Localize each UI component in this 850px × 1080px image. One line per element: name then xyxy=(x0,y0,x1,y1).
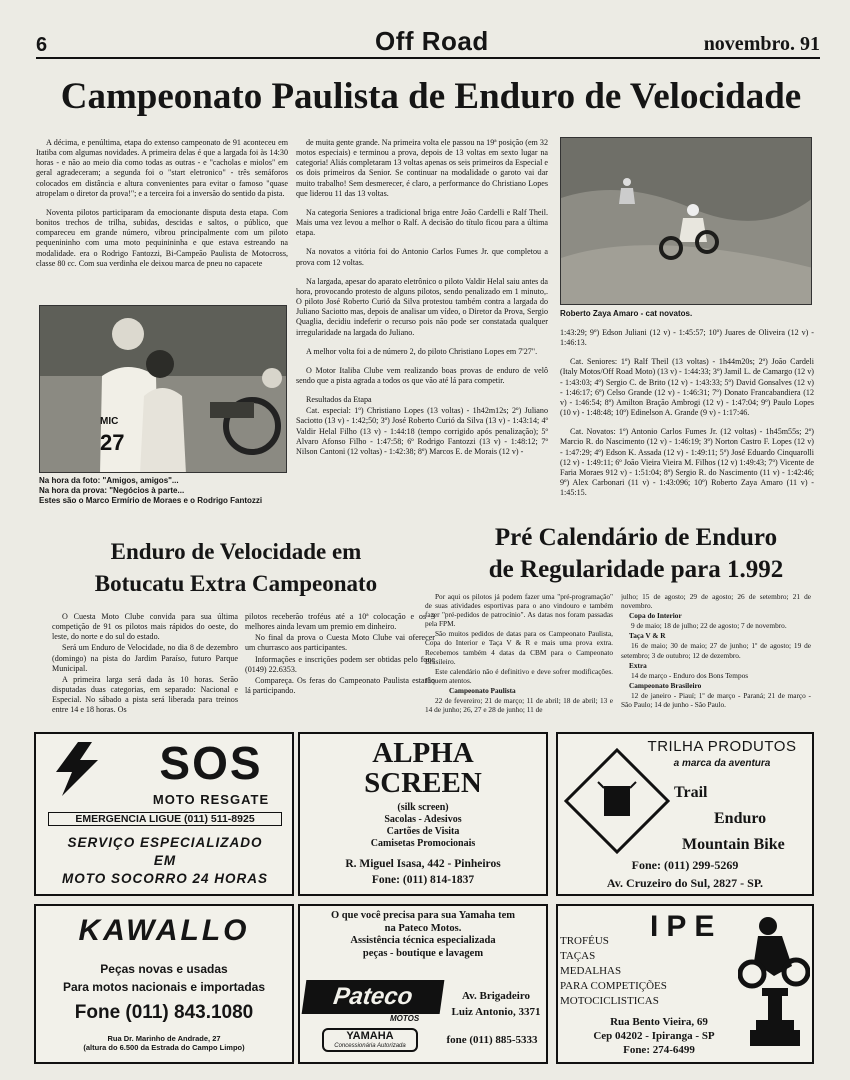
ad-sos xyxy=(34,732,294,896)
ad-pateco xyxy=(298,904,548,1064)
botucatu-column-2 xyxy=(245,612,435,722)
paragraph: A décima, e penúltima, etapa do extenso campeonato de 91 aconteceu em Itatiba com algumas novidades. A primeira delas é que a largada foi às 14:30 horas - e não ao meio dia como todas as outras - e "cacholas e miolos" em geral agradeceram; a segunda foi o "start eletronico" - três semáforos colocados em distância e altura convenientes para evitar o famoso "quase atropelam o diretor da prova!"; e a terceira foi a inversão do sentido da pista. xyxy=(36,138,288,198)
trilha-address: Av. Cruzeiro do Sul, 2827 - SP. xyxy=(606,876,764,890)
page-number: 6 xyxy=(36,34,48,56)
trilha-item-mtb: Mountain Bike xyxy=(682,836,785,853)
sos-services: SERVIÇO ESPECIALIZADO EM MOTO SOCORRO 24 HORAS xyxy=(61,835,269,886)
trilha-tagline: a marca da aventura xyxy=(673,758,771,769)
alpha-phone: Fone: (011) 814-1837 xyxy=(371,874,475,886)
section-dates: 22 de fevereiro; 21 de março; 11 de abril; 18 de abril; 13 e 14 de junho; 26, 27 e 28 de junho; 11 de xyxy=(425,696,613,715)
article-column-1 xyxy=(36,138,288,303)
kawallo-services: Peças novas e usadas Para motos nacionais e importadas xyxy=(62,962,266,994)
ipe-address: Rua Bento Vieira, 69 xyxy=(610,1016,708,1028)
ad-trilha xyxy=(556,732,814,896)
sponsor-text: MIC xyxy=(100,416,119,427)
trophy-rider-icon xyxy=(738,914,810,1052)
yamaha-badge xyxy=(322,1028,418,1052)
motocross-illustration xyxy=(561,138,812,305)
sos-logo: SOS xyxy=(159,737,263,789)
paragraph: O Cuesta Moto Clube convida para sua última competição de 91 os pilotos mais rápidos do oeste, do leste, do norte e do sul do estado. xyxy=(52,612,238,642)
results-especial-cont: 1:43:29; 9º) Edson Juliani (12 v) - 1:45:57; 10º) Juares de Oliveira (12 v) - 1:46:13. xyxy=(560,328,814,348)
kawallo-logo: KAWALLO xyxy=(78,914,250,947)
ad-alpha-screen xyxy=(298,732,548,896)
riders-illustration xyxy=(40,306,287,473)
paragraph: julho; 15 de agosto; 29 de agosto; 26 de setembro; 21 de novembro. xyxy=(621,592,811,611)
results-heading: Resultados da Etapa xyxy=(306,395,372,405)
article-column-3 xyxy=(560,328,814,524)
calendario-column-2: julho; 15 de agosto; 29 de agosto; 26 de setembro; 21 de novembro. Copa do Interior 9 de maio; 18 de julho; 22 de agosto; 7 de novembro. Taça V & R 16 de maio; 30 de maio; 27 de junho; 1º de agosto; 19 de setembro; 3 de outubro; 12 de dezembro. Extra 14 de março - Enduro dos Bons Tempos Campeonato Brasileiro 12 de janeiro - Piauí; 1º de março - Paraná; 21 de março - São Paulo; 14 de junho - São Paulo. xyxy=(621,592,811,710)
sos-subtitle: MOTO RESGATE xyxy=(152,792,270,807)
ipe-cep: Cep 04202 - Ipiranga - SP xyxy=(593,1030,715,1042)
results-novatos: Cat. Novatos: 1º) Antonio Carlos Fumes Jr. (12 voltas) - 1h45m55s; 2º) Marcio R. do Nascimento (12 v) - 1:46:19; 3º) Norton Castro F. Lopes (12 v) - 1:47:29; 4º) Edson K. Assada (12 v) - 1:49:11; 5º) José Eduardo Cinquarolli (12 v) - 1:49:11; 6º João Vieira Vieira M. Filhos (12 v) 1:49:43; 7º) Vicente de Faria Moraes 912 v) - 1:51:04; 8º) Sergio R. do Nascimento (11 v) - 1:42:46; 9º) Alex Carbonari (11 v) - 1:43:096; 10º) Roberto Zaya Amaro (11 v) - 1:45:15. xyxy=(560,427,814,498)
trilha-phone: Fone: (011) 299-5269 xyxy=(631,858,739,872)
paragraph: São muitos pedidos de datas para os Campeonato Paulista, Copa do Interior e Taça V & R e mais uma prova extra. Recebemos também 4 datas da CBM para o Campeonato Brasileiro. xyxy=(425,629,613,666)
paragraph: de muita gente grande. Na primeira volta ele passou na 19ª posição (em 32 motos especiais) e terminou a prova, depois de 13 voltas em sexto lugar na categoria! Aliás completaram 13 voltas apenas os seis primeiros da Especial e os dois primeiros da Senior. Se continuar na modalidade o garoto vai dar muito trabalho! Sem desmerecer, é claro, a performance do Christiano Lopes que liderou 11 das 13 voltas. xyxy=(296,138,548,198)
botucatu-title: Enduro de Velocidade em Botucatu Extra Campeonato xyxy=(94,539,378,596)
paragraph: Informações e inscrições podem ser obtidas pelo fone (0149) 22.6353. xyxy=(245,654,435,674)
paragraph: A melhor volta foi a de número 2, do piloto Christiano Lopes em 7'27". xyxy=(306,346,538,356)
photo-riders xyxy=(39,305,287,473)
lightning-icon xyxy=(54,742,100,796)
pateco-phone: fone (011) 885-5333 xyxy=(446,1034,538,1046)
issue-date: novembro. 91 xyxy=(703,33,820,55)
article-title: Campeonato Paulista de Enduro de Velocidade xyxy=(60,76,802,117)
alpha-logo: ALPHA SCREEN xyxy=(364,737,482,799)
paragraph: O Motor Italiba Clube vem realizando boas provas de enduro de velô sendo que a pista agrada a todos os que vão até lá para competir. xyxy=(296,365,548,385)
paragraph: No final da prova o Cuesta Moto Clube vai oferecer um churrasco aos participantes. xyxy=(245,633,435,653)
sos-emergency: EMERGENCIA LIGUE (011) 511-8925 xyxy=(48,812,282,826)
photo-riders-caption: Na hora da foto: "Amigos, amigos"... Na hora da prova: "Negócios à parte... Estes são o Marco Ermírio de Moraes e o Rodrigo Fantozzi xyxy=(39,476,263,505)
header-rule xyxy=(36,57,820,59)
race-bib: 27 xyxy=(100,430,125,455)
ipe-products: TROFÉUS TAÇAS MEDALHAS PARA COMPETIÇÕES MOTOCICLISTICAS xyxy=(560,935,667,1007)
kawallo-address: Rua Dr. Marinho de Andrade, 27 (altura do 6.500 da Estrada do Campo Limpo) xyxy=(83,1034,245,1052)
section-name: Campeonato Paulista xyxy=(449,685,516,695)
pateco-logo-sub: MOTOS xyxy=(390,1014,420,1023)
paragraph: Por aqui os pilotos já podem fazer uma "pré-programação" de suas atividades esportivas para o ano vindouro e também fazer "pré-pedidos de patrocínio". As datas nos foram passadas pela FPM. xyxy=(425,592,613,629)
calendario-title: Pré Calendário de Enduro de Regularidade para 1.992 xyxy=(488,524,784,583)
paragraph: Será um Enduro de Velocidade, no dia 8 de dezembro (domingo) na pista do Jardim Paraíso, futuro Parque Municipal. xyxy=(52,643,238,673)
ipe-phone: Fone: 274-6499 xyxy=(623,1044,695,1056)
results-seniores: Cat. Seniores: 1º) Ralf Theil (13 voltas) - 1h44m20s; 2º) João Cardeli (Italy Motos/Off Road Moto) (13 v) - 1:44:33; 3º) Jamil L. de Camargo (12 v) - 1:43:03; 4º) Sergio C. de Brito (12 v) - 1:43:33; 5º) David Gonsalves (12 v) - 1:46:17; 6º) Celso Grande (12 v) - 1:46:31; 7º) Donato Francabandiera (12 v) - 1:46:54; 8º) Amilton Bração Ambrogi (12 v) - 1:47:04; 9º) Paulo Lopes (10 v) - 1:48:48; 10º) Edinelson A. Grande (9 v) - 1:17:46. xyxy=(560,357,814,418)
paragraph: A primeira larga será dada às 10 horas. Serão disputadas duas categorias, em separado: Nacional e Especial. No sábado a pista será liberada para treinos entre 14 e 18 horas. Os xyxy=(52,674,238,715)
pateco-logo: Pateco xyxy=(302,980,445,1014)
trilha-diamond-icon xyxy=(564,748,670,854)
article-column-2 xyxy=(296,138,548,518)
paragraph: Na categoria Seniores a tradicional briga entre João Cardelli e Ralf Theil. Mais uma vez levou a melhor o Ralf. A decisão do título ficou para a última etapa. xyxy=(296,207,548,238)
photo-novatos xyxy=(560,137,812,305)
trilha-item-trail: Trail xyxy=(674,784,708,801)
paragraph: Noventa pilotos participaram da emocionante disputa desta etapa. Com bonitos trechos de trilha, subidas, descidas e saltos, o público, que compareceu em grande número, vibrou principalmente com um piloto pequenininho com uma moto pequinininha e que estava estreando na modalidade. era o Rodrigo Fantozzi, Bi-Campeão Paulista de Motocross, classe 80 cc. Com sua verdinha ele deixou marca de pneu no capacete xyxy=(36,207,288,268)
alpha-services: (silk screen) Sacolas - Adesivos Cartões de Visita Camisetas Promocionais xyxy=(370,802,476,849)
photo-novatos-caption: Roberto Zaya Amaro - cat novatos. xyxy=(560,309,693,318)
kawallo-phone: Fone (011) 843.1080 xyxy=(74,1002,254,1023)
trilha-item-enduro: Enduro xyxy=(714,810,767,827)
pateco-address: Av. Brigadeiro Luiz Antonio, 3371 xyxy=(451,990,541,1018)
alpha-address: R. Miguel Isasa, 442 - Pinheiros xyxy=(345,858,501,870)
paragraph: Na largada, apesar do aparato eletrônico o piloto Valdir Helal saiu antes da hora, provocando protesto de alguns pilotos, sendo penalizado em 1 minuto,. O piloto José Roberto Curió da Silva protestou também contra a largada do Juliano Saciotto mas, depois de analisar um vídeo, o Diretor da Prova, Sergio Quaglia, decidiu indeferir o recurso pois não pode ser constatada qualquer irregularidade na largada do Juliano. xyxy=(296,276,548,337)
botucatu-column-1 xyxy=(52,612,238,722)
paragraph: Compareça. Os feras do Campeonato Paulista estarão lá participando. xyxy=(245,675,435,696)
yamaha-logo: YAMAHA xyxy=(346,1030,394,1042)
calendario-column-1 xyxy=(425,592,613,724)
paragraph: Este calendário não é definitivo e deve sofrer modificações. Fiquem atentos. xyxy=(425,666,613,685)
results-especial: Cat. especial: 1º) Christiano Lopes (13 voltas) - 1h42m12s; 2º) Juliano Saciotto (13 v) - 1:42;50; 3º) José Roberto Curió da Silva (13 v) - 1:43:14; 4º Valdir Helal Filho (13 v) - 1:44:18 (tempo corrigido após penalização); 5º Alvaro Afonso Filho - 1:47:58; 6º Rodrigo Fantozzi (13 v) - 1:48:12; 7º Nilson Cantoni (12 voltas) - 1:42:38; 8º) Marcos E. de Morais (12 v) - xyxy=(296,406,548,456)
paragraph: Na novatos a vitória foi do Antonio Carlos Fumes Jr. que completou a prova com 12 voltas. xyxy=(296,247,548,267)
yamaha-sub: Concessionária Autorizada xyxy=(334,1043,406,1049)
ad-ipe xyxy=(556,904,814,1064)
ipe-logo: IPE xyxy=(650,910,723,943)
paragraph: pilotos receberão troféus até a 10ª colocação e os 3 melhores ainda levam um premio em dinheiro. xyxy=(245,612,435,632)
magazine-logo: Off Road xyxy=(375,26,489,56)
ad-kawallo xyxy=(34,904,294,1064)
trilha-title: TRILHA PRODUTOS xyxy=(647,738,797,755)
pateco-tagline: O que você precisa para sua Yamaha tem na Pateco Motos. Assistência técnica especializada peças - boutique e lavagem xyxy=(330,910,516,959)
